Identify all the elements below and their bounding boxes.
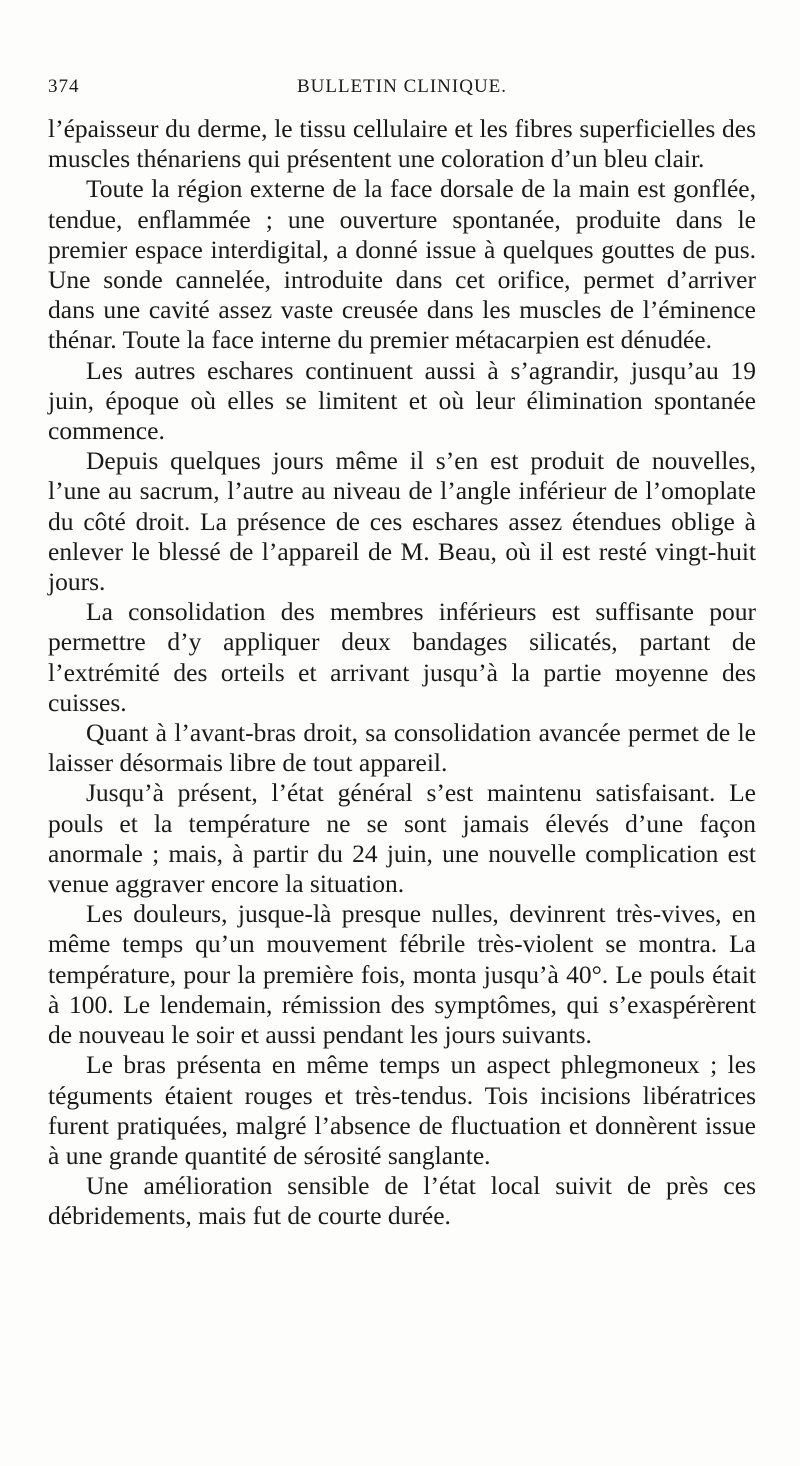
paragraph: La consolidation des membres inférieurs est suffisante pour permettre d’y appliquer deux bandages silicatés, partant de l’extrémité des orteils et arrivant jusqu’à la partie moyenne des cuisses. bbox=[48, 597, 756, 717]
paragraph: Toute la région externe de la face dorsale de la main est gonflée, tendue, enflammée ; une ouverture spontanée, produite dans le premier espace interdigital, a donné issue à quelques gouttes de pus. Une sonde cannelée, introduite dans cet orifice, permet d’arriver dans une cavité assez vaste creusée dans les muscles de l’éminence thénar. Toute la face interne du premier métacarpien est dénudée. bbox=[48, 174, 756, 355]
page-number: 374 bbox=[48, 76, 80, 97]
page-header bbox=[48, 76, 756, 106]
running-title: BULLETIN CLINIQUE. bbox=[296, 76, 508, 97]
paragraph: Les autres eschares continuent aussi à s’agrandir, jusqu’au 19 juin, époque où elles se limitent et où leur élimination spontanée commence. bbox=[48, 355, 756, 446]
paragraph: Jusqu’à présent, l’état général s’est maintenu satisfaisant. Le pouls et la température ne se sont jamais élevés d’une façon anormale ; mais, à partir du 24 juin, une nouvelle complication est venue aggraver encore la situation. bbox=[48, 778, 756, 899]
body-text bbox=[48, 114, 756, 1232]
paragraph: Une amélioration sensible de l’état local suivit de près ces débridements, mais fut de courte durée. bbox=[48, 1171, 756, 1231]
paragraph: Depuis quelques jours même il s’en est produit de nouvelles, l’une au sacrum, l’autre au niveau de l’angle inférieur de l’omoplate du côté droit. La présence de ces eschares assez étendues oblige à enlever le blessé de l’appareil de M. Beau, où il est resté vingt-huit jours. bbox=[48, 446, 756, 597]
paragraph: Quant à l’avant-bras droit, sa consolidation avancée permet de le laisser désormais libre de tout appareil. bbox=[48, 718, 756, 778]
paragraph: l’épaisseur du derme, le tissu cellulaire et les fibres superficielles des muscles thénariens qui présentent une coloration d’un bleu clair. bbox=[48, 114, 756, 174]
paragraph: Le bras présenta en même temps un aspect phlegmoneux ; les téguments étaient rouges et très-tendus. Tois incisions libératrices furent pratiquées, malgré l’absence de fluctuation et donnèrent issue à une grande quantité de sérosité sanglante. bbox=[48, 1050, 756, 1170]
paragraph: Les douleurs, jusque-là presque nulles, devinrent très-vives, en même temps qu’un mouvement fébrile très-violent se montra. La température, pour la première fois, monta jusqu’à 40°. Le pouls était à 100. Le lendemain, rémission des symptômes, qui s’exaspérèrent de nouveau le soir et aussi pendant les jours suivants. bbox=[48, 899, 756, 1050]
